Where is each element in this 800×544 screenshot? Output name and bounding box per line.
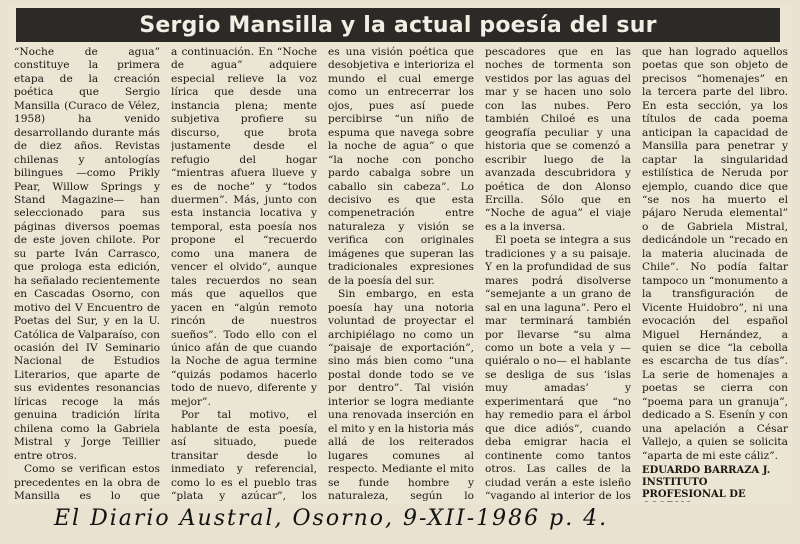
paragraph: que han logrado aquellos poetas que son objeto de precisos “homenajes” en la tercera parte del libro. En esta sección, ya los títulos de cada poema anticipan la capacidad de Mansilla para penetrar y captar la singularidad estilística de Neruda por ejemplo, cuando dice que “se nos ha muerto el pájaro Neruda elemental” o de Gabriela Mistral, dedicándole un “recado en la materia alucinada de Chile”. No podía faltar tampoco un “monumento a la transfiguración de Vicente Huidobro”, ni una evocación del español Miguel Hernández, a quien se dice “la cebolla es escarcha de tus días”. La serie de homenajes a poetas se cierra con “poema para un granuja”, dedicado a S. Esenín y con una apelación a César Vallejo, a quien se solicita “aparta de mi este cáliz”. [642,46,788,462]
author-name: EDUARDO BARRAZA J. [642,465,771,477]
paragraph: es una visión poética que desobjetiva e interioriza el mundo el cual emerge como un entrecerrar los ojos, pues así puede percibirse “un niño de espuma que navega sobre la noche de agua” o que “la noche con poncho pardo cabalga sobre un caballo sin cabeza”. Lo decisivo es que esta compenetración entre naturaleza y visión se verifica con originales imágenes que superan las tradicionales expresiones de la poesía del sur. [328,46,474,287]
article-column-4 [485,46,631,502]
paragraph: Sin embargo, en esta poesía hay una notoria voluntad de proyectar el archipiélago no como un “paisaje de exportación”, sino más bien como “una postal donde todo se ve por dentro”. Tal visión interior se logra mediante una renovada inserción en el mito y en la historia más allá de los reiterados lugares comunes al respecto. Mediante el mito se funde hombre y naturaleza, según lo [328,288,474,502]
article-column-2 [171,46,317,502]
article-headline: Sergio Mansilla y la actual poesía del sur [139,12,657,38]
paragraph: pescadores que en las noches de tormenta son vestidos por las aguas del mar y se hacen uno solo con las nubes. Pero también Chiloé es una geografía peculiar y una historia que se comenzó a escribir luego de la avanzada descubridora y poética de don Alonso Ercilla. Sólo que en “Noche de agua” el viaje es a la inversa. [485,46,631,233]
article-column-1 [14,46,160,502]
paragraph: “Noche de agua” constituye la primera etapa de la creación poética que Sergio Mansilla (Curaco de Vélez, 1958) ha venido desarrollando durante más de diez años. Revistas chilenas y antologías bilingues —como Prikly Pear, Willow Springs y Stand Magazine— han seleccionado para sus páginas diversos poemas de este joven chilote. Por su parte Iván Carrasco, que prologa esta edición, ha señalado recientemente en Cascadas Osorno, con motivo del V Encuentro de Poetas del Sur, y en la U. Católica de Valparaíso, con ocasión del IV Seminario Nacional de Estudios Literarios, que aparte de sus evidentes resonancias líricas recoge la más genuina tradición lírita chilena como la Gabriela Mistral y Jorge Teillier entre otros. [14,46,160,462]
headline-band [16,8,780,42]
article-column-5 [642,46,788,502]
paragraph: a continuación. En “Noche de agua” adquiere especial relieve la voz lírica que desde una instancia plena; mente subjetiva profiere su discurso, que brota justamente desde el refugio del hogar “mientras afuera llueve y es de noche” y “todos duermen”. Más, junto con esta instancia locativa y temporal, esta poesía nos propone el “recuerdo como una manera de vencer el olvido”, aunque tales recuerdos no sean más que aquellos que yacen en “algún remoto rincón de nuestros sueños”. Todo ello con el único afán de que cuando la Noche de agua termine “quizás podamos hacerlo todo de nuevo, diferente y mejor”. [171,46,317,408]
paragraph: Por tal motivo, el hablante de esta poesía, así situado, puede transitar desde lo inmediato y referencial, como lo es el pueblo tras “plata y azúcar”, los [171,409,317,502]
author-institution: INSTITUTO PROFESIONAL DE [642,477,746,501]
article-column-3 [328,46,474,502]
paragraph: Como se verifican estos precedentes en la obra de Mansilla es lo que [14,463,160,502]
handwritten-source-note: El Diario Austral, Osorno, 9-XII-1986 p. 4. [54,506,609,531]
paragraph: El poeta se integra a sus tradiciones y a su paisaje. Y en la profundidad de sus mares podrá disolverse “semejante a un grano de sal en una laguna”. Pero el mar terminará también por llevarse “su alma como un bote a vela y —quiéralo o no— el hablante se desliga de sus ‘islas muy amadas’ y experimentará que “no hay remedio para el árbol que dice adiós”, cuando deba emigrar hacia el continente como tantos otros. Las calles de la ciudad verán a este isleño “vagando al interior de los [485,234,631,502]
author-signature [642,465,788,502]
article-body [14,46,788,502]
